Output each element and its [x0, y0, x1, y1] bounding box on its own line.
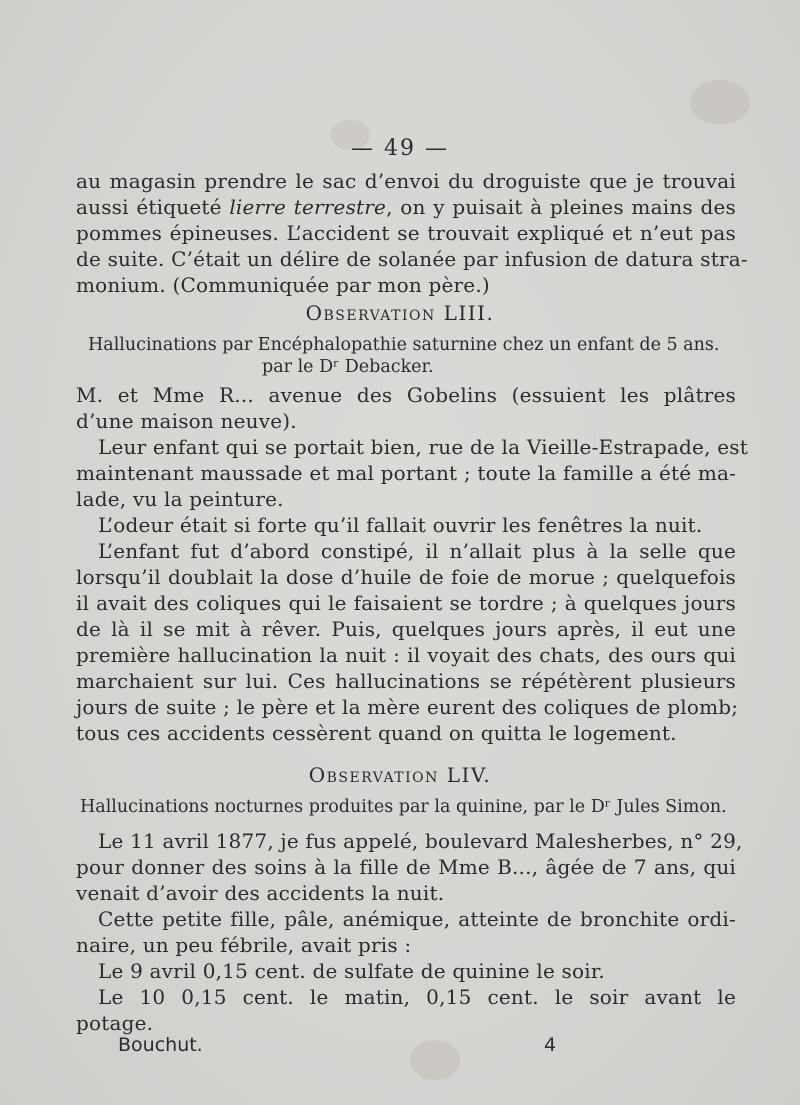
- section-heading: Observation LIII.: [305, 301, 495, 325]
- text-fragment: , on y puisait à pleines mains des: [386, 195, 737, 219]
- text-line: première hallucination la nuit : il voyait des chats, des ours qui: [76, 643, 736, 667]
- text-line: M. et Mme R... avenue des Gobelins (essuient les plâtres: [76, 383, 736, 407]
- text-fragment: aussi étiqueté: [76, 195, 230, 219]
- section-subtitle: Hallucinations par Encéphalopathie saturnine chez un enfant de 5 ans.: [88, 335, 720, 355]
- page-number: — 49 —: [351, 136, 449, 161]
- text-line: au magasin prendre le sac d’envoi du droguiste que je trouvai: [76, 169, 736, 193]
- text-line: Cette petite fille, pâle, anémique, atteinte de bronchite ordi-: [98, 907, 736, 931]
- text-line: venait d’avoir des accidents la nuit.: [76, 881, 445, 905]
- text-line: L’odeur était si forte qu’il fallait ouvrir les fenêtres la nuit.: [98, 513, 703, 537]
- italic-term: lierre terrestre: [229, 195, 387, 219]
- printer-signature-author: Bouchut.: [118, 1034, 203, 1056]
- text-line: Le 10 0,15 cent. le matin, 0,15 cent. le soir avant le: [98, 985, 736, 1009]
- text-line: naire, un peu fébrile, avait pris :: [76, 933, 412, 957]
- text-line: lade, vu la peinture.: [76, 487, 284, 511]
- text-line: de là il se mit à rêver. Puis, quelques jours après, il eut une: [76, 617, 736, 641]
- paper-stain: [410, 1040, 460, 1080]
- text-line: potage.: [76, 1011, 154, 1035]
- text-line: d’une maison neuve).: [76, 409, 297, 433]
- section-heading: Observation LIV.: [308, 763, 492, 787]
- text-line: Le 11 avril 1877, je fus appelé, boulevard Malesherbes, n° 29,: [98, 829, 743, 853]
- text-line: L’enfant fut d’abord constipé, il n’allait plus à la selle que: [98, 539, 736, 563]
- text-line: Le 9 avril 0,15 cent. de sulfate de quinine le soir.: [98, 959, 605, 983]
- paper-stain: [690, 80, 750, 125]
- text-line: Leur enfant qui se portait bien, rue de la Vieille-Estrapade, est: [98, 435, 748, 459]
- section-subtitle: Hallucinations nocturnes produites par la quinine, par le Dʳ Jules Simon.: [80, 797, 727, 817]
- text-line: marchaient sur lui. Ces hallucinations se répétèrent plusieurs: [76, 669, 736, 693]
- text-line: [76, 194, 736, 220]
- text-line: lorsqu’il doublait la dose d’huile de foie de morue ; quelquefois: [76, 565, 736, 589]
- signature-number: 4: [544, 1034, 557, 1056]
- text-line: jours de suite ; le père et la mère eurent des coliques de plomb;: [76, 695, 739, 719]
- text-line: de suite. C’était un délire de solanée par infusion de datura stra-: [76, 247, 748, 271]
- text-line: pommes épineuses. L’accident se trouvait expliqué et n’eut pas: [76, 221, 736, 245]
- text-line: pour donner des soins à la fille de Mme B..., âgée de 7 ans, qui: [76, 855, 736, 879]
- text-line: tous ces accidents cessèrent quand on quitta le logement.: [76, 721, 677, 745]
- text-line: maintenant maussade et mal portant ; toute la famille a été ma-: [76, 461, 737, 485]
- text-line: monium. (Communiquée par mon père.): [76, 273, 490, 297]
- text-line: il avait des coliques qui le faisaient se tordre ; à quelques jours: [76, 591, 736, 615]
- section-author: par le Dʳ Debacker.: [262, 357, 434, 377]
